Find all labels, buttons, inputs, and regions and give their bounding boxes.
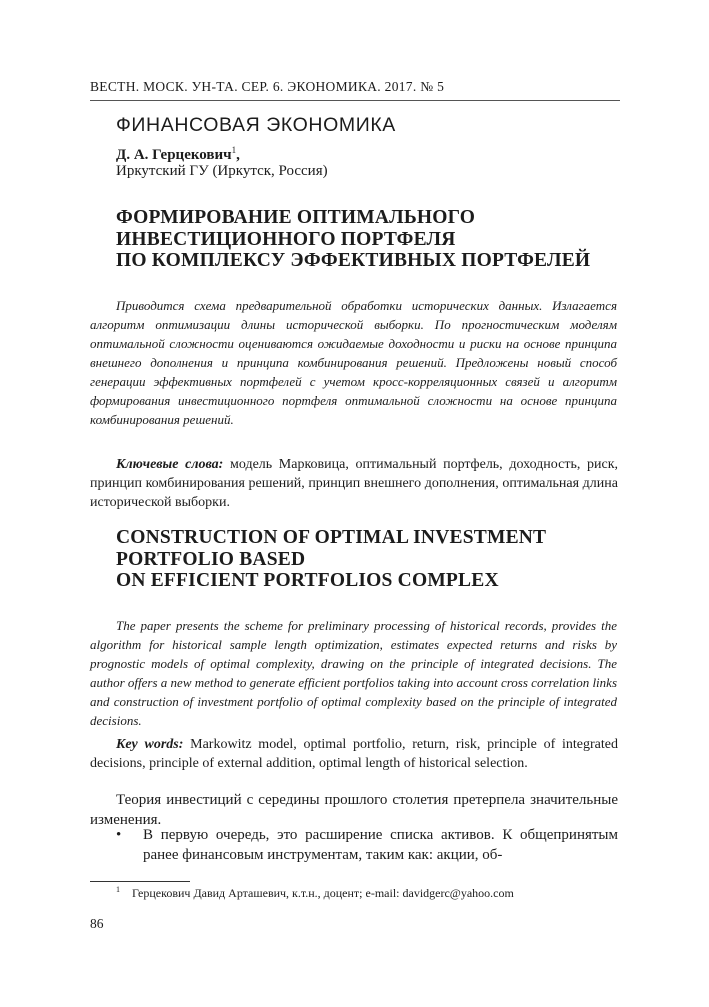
title-ru-line: ФОРМИРОВАНИЕ ОПТИМАЛЬНОГО — [116, 207, 476, 228]
running-header: ВЕСТН. МОСК. УН-ТА. СЕР. 6. ЭКОНОМИКА. 2017. № 5 — [90, 79, 445, 94]
footnote-divider — [90, 881, 190, 882]
article-title-en — [116, 527, 636, 592]
author-name-suffix: , — [236, 147, 240, 163]
bullet-item — [116, 825, 618, 865]
header-divider — [90, 100, 620, 101]
footnote-text: Герцекович Давид Арташевич, к.т.н., доцент; e-mail: davidgerc@yahoo.com — [132, 886, 514, 900]
page-number: 86 — [90, 916, 104, 931]
author-footnote-mark[interactable]: 1 — [231, 145, 237, 155]
author-name — [116, 145, 240, 164]
title-ru-line: ИНВЕСТИЦИОННОГО ПОРТФЕЛЯ — [116, 228, 456, 250]
footnote — [116, 885, 514, 901]
author-name-text: Д. А. Герцекович — [116, 147, 232, 163]
bullet-text: В первую очередь, это расширение списка активов. К общепринятым ранее финансовым инструментам, таким как: акции, об- — [143, 827, 618, 863]
author-affiliation: Иркутский ГУ (Иркутск, Россия) — [116, 163, 328, 179]
title-en-line: ON EFFICIENT PORTFOLIOS COMPLEX — [116, 570, 499, 591]
title-en-line: CONSTRUCTION OF OPTIMAL INVESTMENT — [116, 527, 547, 548]
bullet-icon: • — [116, 827, 122, 843]
abstract-ru: Приводится схема предварительной обработки исторических данных. Излагается алгоритм оптимизации длины исторической выборки. По прогностическим моделям оптимальной сложности оцениваются ожидаемые доходности и риски на основе принципа внешнего дополнения и принципа комбинирования решений. Предложены новый способ генерации эффективных портфелей с учетом кросс-корреляционных связей и алгоритм формирования инвестиционного портфеля оптимальной сложности на основе принципа комбинирования решений. — [90, 298, 617, 427]
keywords-ru — [90, 455, 618, 512]
keywords-en — [90, 735, 618, 773]
title-en-line: PORTFOLIO BASED — [116, 548, 306, 570]
keywords-en-text: Markowitz model, optimal portfolio, return, risk, principle of integrated decisions, principle of external addition, optimal length of historical selection. — [90, 737, 618, 771]
abstract-en: The paper presents the scheme for preliminary processing of historical records, provides the algorithm for historical sample length optimization, estimates expected returns and risks by prognostic models of optimal complexity, drawing on the principle of integrated decisions. The author offers a new method to generate efficient portfolios taking into account cross correlation links and construction of investment portfolio of optimal complexity based on the principle of integrated decisions. — [90, 618, 617, 728]
footnote-mark: 1 — [116, 885, 120, 894]
section-heading: ФИНАНСОВАЯ ЭКОНОМИКА — [116, 114, 396, 136]
title-ru-line: ПО КОМПЛЕКСУ ЭФФЕКТИВНЫХ ПОРТФЕЛЕЙ — [116, 250, 591, 271]
keywords-ru-label: Ключевые слова: — [116, 457, 224, 472]
keywords-ru-text: модель Марковица, оптимальный портфель, доходность, риск, принцип комбинирования решений, принцип внешнего дополнения, оптимальная длина исторической выборки. — [90, 457, 618, 510]
body-paragraph: Теория инвестиций с середины прошлого столетия претерпела значительные изменения. — [90, 792, 618, 828]
keywords-en-label: Key words: — [116, 737, 184, 752]
article-title-ru — [116, 207, 636, 272]
